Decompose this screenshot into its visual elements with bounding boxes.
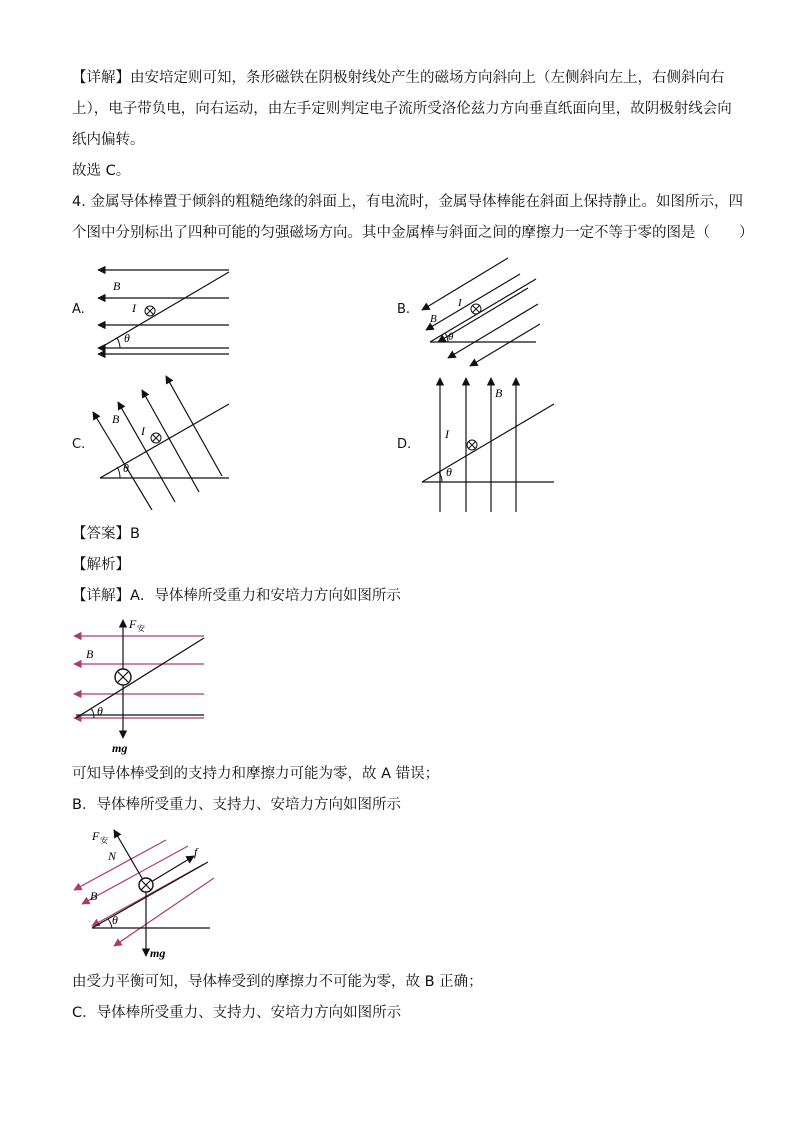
label-i: I (132, 301, 136, 315)
label-b: B (430, 313, 437, 325)
figure-option-c (88, 372, 238, 512)
option-d-label: D. (397, 437, 412, 452)
incline-line (92, 862, 208, 928)
label-theta: θ (124, 331, 130, 345)
incline-line (430, 279, 536, 342)
figure-option-a (88, 262, 238, 362)
current-cross (147, 308, 154, 315)
angle-arc (117, 467, 120, 478)
normal-force-arrow (114, 830, 146, 885)
figure-option-d (418, 372, 558, 518)
field-line (142, 390, 199, 492)
question-4-line-1: 4. 金属导体棒置于倾斜的粗糙绝缘的斜面上，有电流时，金属导体棒能在斜面上保持静止。如图所示，四 (72, 194, 743, 210)
conclusion-a-line: 可知导体棒受到的支持力和摩擦力可能为零，故 A 错误； (72, 766, 440, 782)
analysis-figure-a (70, 614, 210, 756)
field-line (114, 878, 214, 946)
friction-arrow (146, 856, 194, 885)
text-line-4: 故选 C。 (72, 163, 131, 179)
current-cross (473, 306, 480, 313)
text-line-1: 【详解】由安培定则可知，条形磁铁在阴极射线处产生的磁场方向斜向上（左侧斜向左上，右侧斜向右 (72, 70, 725, 86)
label-b: B (86, 647, 94, 661)
field-line (422, 258, 508, 310)
label-f-subscript: 安 (100, 836, 108, 845)
detail-b-line: B．导体棒所受重力、支持力、安培力方向如图所示 (72, 797, 401, 813)
label-b: B (90, 889, 98, 903)
angle-arc (117, 338, 120, 348)
label-f-ampere: F (92, 829, 100, 843)
incline-line (100, 404, 229, 478)
label-i: I (445, 427, 449, 441)
label-theta: θ (123, 461, 129, 475)
label-n: N (108, 849, 117, 863)
analysis-heading: 【解析】 (72, 557, 130, 573)
field-line (166, 376, 222, 476)
option-a-label: A. (72, 302, 85, 317)
answer-line: 【答案】B (72, 526, 140, 542)
detail-c-line: C．导体棒所受重力、支持力、安培力方向如图所示 (72, 1005, 402, 1021)
conclusion-b-line: 由受力平衡可知，导体棒受到的摩擦力不可能为零，故 B 正确； (72, 974, 483, 990)
label-i: I (458, 297, 462, 309)
label-theta: θ (97, 704, 103, 718)
label-f-subscript: 安 (137, 624, 145, 633)
label-theta: θ (112, 913, 118, 927)
label-theta: θ (448, 331, 454, 343)
label-b: B (495, 386, 503, 400)
label-b: B (112, 412, 120, 426)
analysis-figure-b (70, 822, 215, 964)
label-theta: θ (446, 465, 452, 479)
angle-arc (91, 708, 94, 718)
text-line-2: 上），电子带负电，向右运动，由左手定则判定电子流所受洛伦兹力方向垂直纸面向里，故阴极射线会向 (72, 101, 732, 117)
question-4-line-2: 个图中分别标出了四种可能的匀强磁场方向。其中金属棒与斜面之间的摩擦力一定不等于零的图是（ ） (72, 225, 754, 241)
current-cross (469, 442, 476, 449)
option-b-label: B. (397, 302, 411, 317)
label-mg: mg (112, 741, 128, 755)
label-i: I (141, 424, 145, 438)
text-line-3: 纸内偏转。 (72, 132, 145, 148)
incline-line (422, 404, 554, 482)
figure-option-b (412, 252, 557, 372)
field-line (82, 846, 188, 904)
label-f: F (129, 617, 137, 631)
field-line (470, 324, 540, 366)
label-friction: f (194, 845, 198, 859)
incline-line (76, 638, 204, 718)
label-b: B (113, 279, 121, 293)
detail-a-line: 【详解】A．导体棒所受重力和安培力方向如图所示 (72, 588, 401, 604)
option-c-label: C. (72, 437, 86, 452)
field-line (448, 304, 538, 358)
current-cross (153, 435, 160, 442)
label-mg: mg (150, 946, 166, 960)
